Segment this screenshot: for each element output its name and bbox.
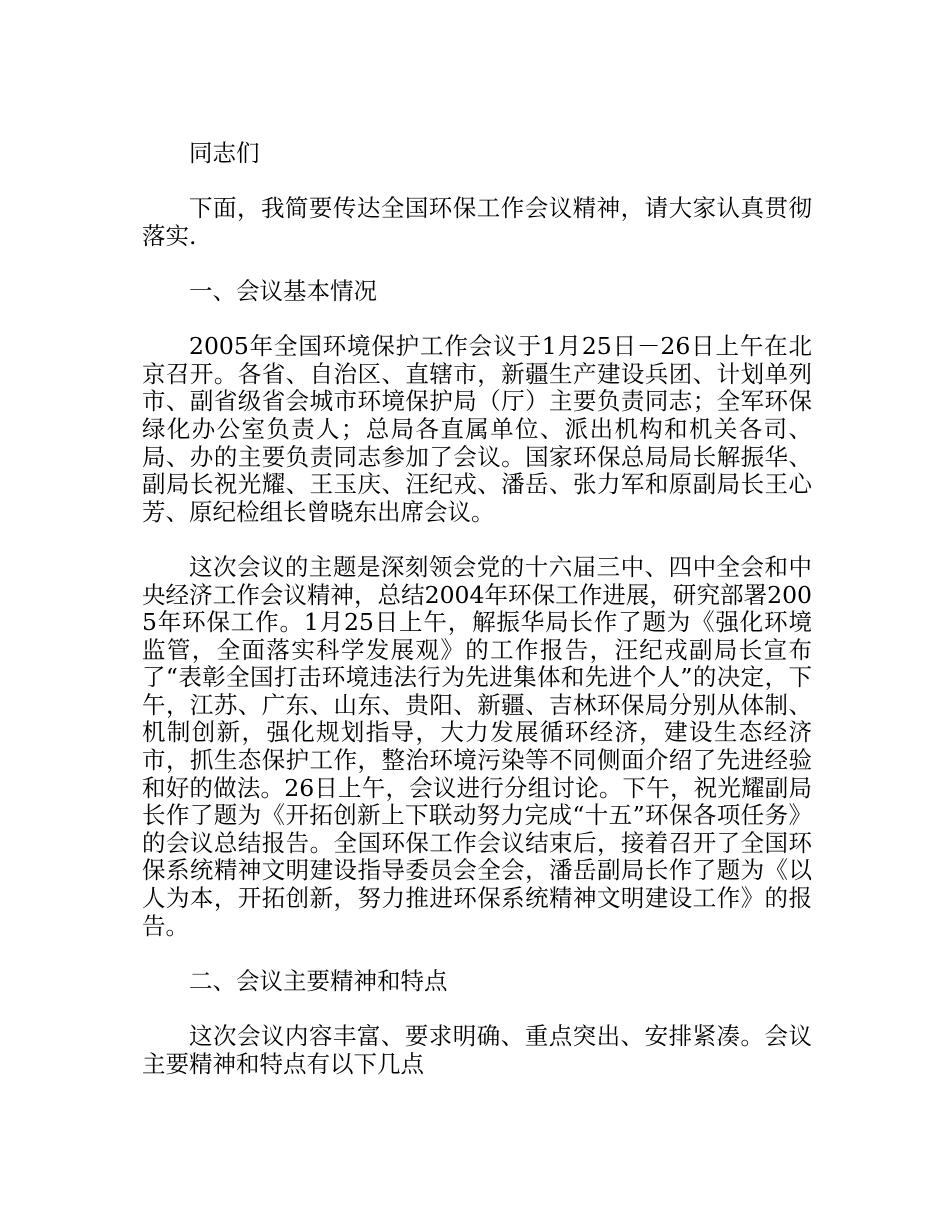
body-paragraph: 2005年全国环境保护工作会议于1月25日－26日上午在北京召开。各省、自治区、直辖市，新疆生产建设兵团、计划单列市、副省级省会城市环境保护局（厅）主要负责同志；全军环保绿化办公室负责人；总局各直属单位、派出机构和机关各司、局、办的主要负责同志参加了会议。国家环保总局局长解振华、副局长祝光耀、王玉庆、汪纪戎、潘岳、张力军和原副局长王心芳、原纪检组长曾晓东出席会议。 bbox=[142, 332, 812, 526]
intro-paragraph: 下面，我简要传达全国环保工作会议精神，请大家认真贯彻落实. bbox=[142, 194, 812, 250]
body-paragraph: 这次会议内容丰富、要求明确、重点突出、安排紧凑。会议主要精神和特点有以下几点 bbox=[142, 1022, 812, 1078]
salutation: 同志们 bbox=[189, 139, 260, 167]
document-body bbox=[142, 140, 812, 1106]
body-paragraph: 这次会议的主题是深刻领会党的十六届三中、四中全会和中央经济工作会议精神，总结2004年环保工作进展，研究部署2005年环保工作。1月25日上午，解振华局长作了题为《强化环境监管，全面落实科学发展观》的工作报告，汪纪戎副局长宣布了“表彰全国打击环境违法行为先进集体和先进个人”的决定，下午，江苏、广东、山东、贵阳、新疆、吉林环保局分别从体制、机制创新，强化规划指导，大力发展循环经济，建设生态经济市，抓生态保护工作，整治环境污染等不同侧面介绍了先进经验和好的做法。26日上午，会议进行分组讨论。下午，祝光耀副局长作了题为《开拓创新上下联动努力完成“十五”环保各项任务》的会议总结报告。全国环保工作会议结束后，接着召开了全国环保系统精神文明建设指导委员会全会，潘岳副局长作了题为《以人为本，开拓创新，努力推进环保系统精神文明建设工作》的报告。 bbox=[142, 552, 812, 940]
section-heading-1: 一、会议基本情况 bbox=[189, 276, 377, 305]
section-heading-2: 二、会议主要精神和特点 bbox=[189, 966, 448, 995]
